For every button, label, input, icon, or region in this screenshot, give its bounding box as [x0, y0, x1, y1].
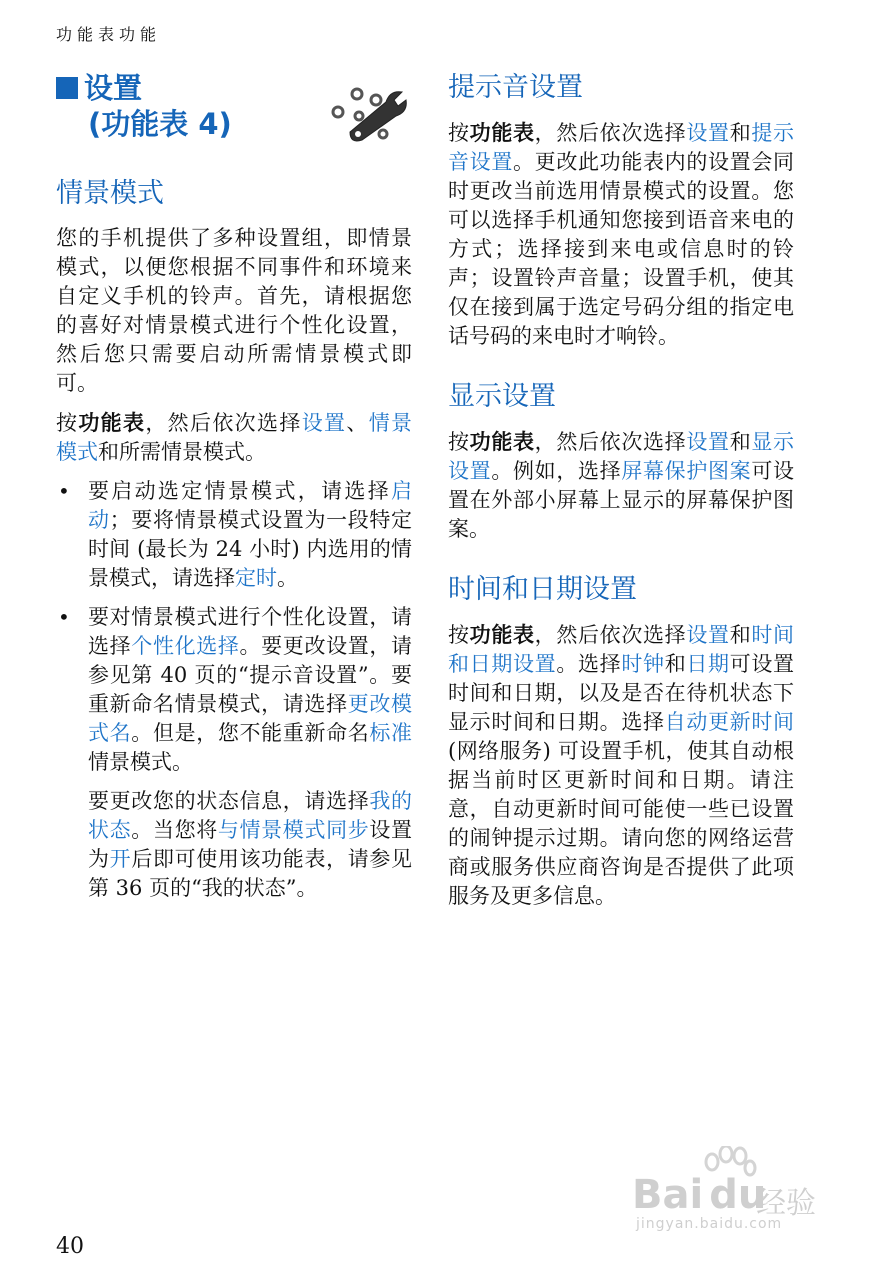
- watermark-cn: 经验: [756, 1186, 816, 1221]
- profiles-bullet-list: [56, 477, 412, 777]
- section-title-time-date-settings: 时间和日期设置: [448, 574, 637, 605]
- chapter-title-line2: (功能表 4): [88, 107, 232, 141]
- running-head: 功能表功能: [56, 25, 162, 44]
- watermark-url: jingyan.baidu.com: [636, 1216, 783, 1232]
- chapter-heading: [56, 70, 412, 170]
- list-item: • 要对情景模式进行个性化设置，请选择个性化选择。要更改设置，请参见第 40 页的“提示音设置”。要重新命名情景模式，请选择更改模式名。但是，您不能重新命名标准情景模式。: [58, 605, 413, 774]
- wrench-settings-icon: [328, 82, 412, 142]
- chapter-title-line1: 设置: [84, 71, 143, 105]
- my-status-paragraph: 要更改您的状态信息，请选择我的状态。当您将与情景模式同步设置为开后即可使用该功能表，请参见第 36 页的“我的状态”。: [88, 789, 413, 900]
- bullet-dot: •: [58, 479, 70, 503]
- watermark-brand: Bai du: [632, 1172, 767, 1218]
- tone-settings-section: 提示音设置 按功能表，然后依次选择设置和提示音设置。更改此功能表内的设置会同时更改当前选用情景模式的设置。您可以选择手机通知您接到语音来电的方式；选择接到来电或信息时的铃声；设置铃声音量；设置手机，使其仅在接到属于选定号码分组的指定电话号码的来电时才响铃。: [448, 72, 795, 348]
- right-column: [448, 70, 794, 939]
- display-settings-section: 显示设置 按功能表，然后依次选择设置和显示设置。例如，选择屏幕保护图案可设置在外部小屏幕上显示的屏幕保护图案。: [448, 381, 795, 541]
- list-item: • 要启动选定情景模式，请选择启动；要将情景模式设置为一段特定时间 (最长为 24 小时) 内选用的情景模式，请选择定时。: [58, 479, 413, 590]
- profiles-intro: 您的手机提供了多种设置组，即情景模式，以便您根据不同事件和环境来自定义手机的铃声。首先，请根据您的喜好对情景模式进行个性化设置，然后您只需要启动所需情景模式即可。: [56, 226, 412, 395]
- section-title-profiles: 情景模式: [56, 178, 164, 209]
- baidu-jingyan-watermark: [632, 1152, 832, 1232]
- blue-square-marker: [56, 77, 78, 99]
- time-date-settings-section: 时间和日期设置 按功能表，然后依次选择设置和时间和日期设置。选择时钟和日期可设置时间和日期，以及是否在待机状态下显示时间和日期。选择自动更新时间 (网络服务) 可设置手机，使其自动根据当前时区更新时间和日期。请注意，自动更新时间可能使一些已设置的闹钟提示过期。请向您的网络运营商或服务供应商咨询是否提供了此项服务及更多信息。: [448, 574, 795, 908]
- left-column: [56, 70, 412, 913]
- section-title-tone-settings: 提示音设置: [448, 72, 583, 103]
- page-number: 40: [56, 1234, 84, 1259]
- bullet-dot: •: [58, 605, 70, 629]
- section-title-display-settings: 显示设置: [448, 381, 556, 412]
- profiles-nav-instruction: 按功能表，然后依次选择设置、情景模式和所需情景模式。: [56, 410, 413, 464]
